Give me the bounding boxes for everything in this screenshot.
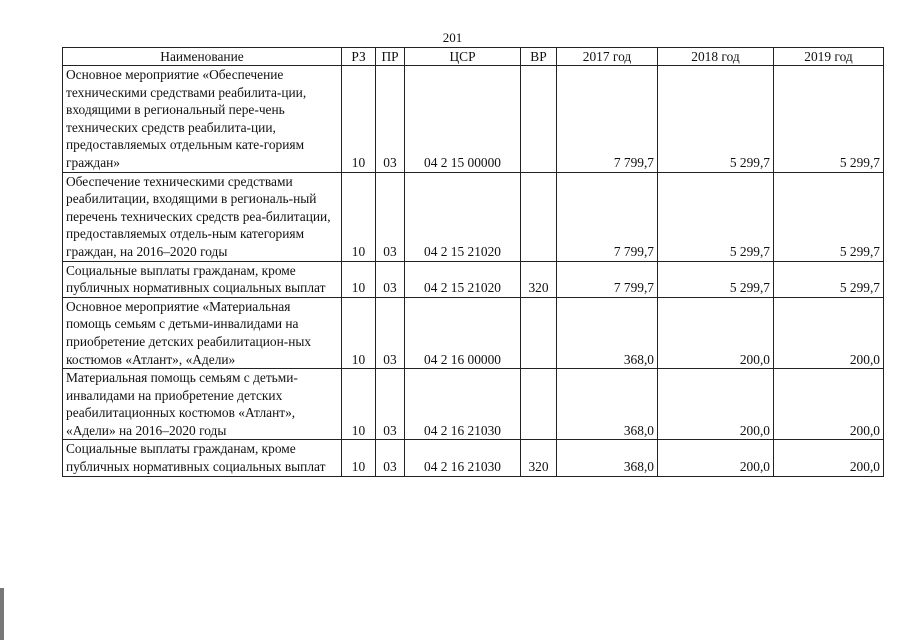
- row-2017: 368,0: [557, 440, 658, 476]
- header-2018: 2018 год: [658, 48, 774, 66]
- row-2017: 7 799,7: [557, 172, 658, 261]
- row-pr: 03: [376, 440, 405, 476]
- row-vr: [521, 66, 557, 173]
- row-pr: 03: [376, 297, 405, 368]
- row-pr: 03: [376, 369, 405, 440]
- row-name: Социальные выплаты гражданам, кроме публичных нормативных социальных выплат: [63, 440, 342, 476]
- header-name: Наименование: [63, 48, 342, 66]
- table-row: [63, 297, 884, 368]
- row-vr: [521, 297, 557, 368]
- row-2017: 368,0: [557, 369, 658, 440]
- row-2019: 200,0: [774, 297, 884, 368]
- table-row: [63, 261, 884, 297]
- row-2018: 200,0: [658, 297, 774, 368]
- header-pr: ПР: [376, 48, 405, 66]
- header-row: [63, 48, 884, 66]
- row-2019: 200,0: [774, 440, 884, 476]
- row-csr: 04 2 16 21030: [405, 369, 521, 440]
- row-name: Материальная помощь семьям с детьми-инвалидами на приобретение детских реабилитационных костюмов «Атлант», «Адели» на 2016–2020 годы: [63, 369, 342, 440]
- row-rz: 10: [342, 369, 376, 440]
- row-2018: 5 299,7: [658, 66, 774, 173]
- header-rz: РЗ: [342, 48, 376, 66]
- row-name: Основное мероприятие «Обеспечение техническими средствами реабилита-ции, входящими в региональный пере-чень технических средств реабилита-ции, предоставляемых отдельным кате-гориям граждан»: [63, 66, 342, 173]
- row-csr: 04 2 16 21030: [405, 440, 521, 476]
- row-2018: 200,0: [658, 369, 774, 440]
- row-name: Основное мероприятие «Материальная помощь семьям с детьми-инвалидами на приобретение детских реабилитацион-ных костюмов «Атлант», «Адели»: [63, 297, 342, 368]
- row-rz: 10: [342, 172, 376, 261]
- scan-edge-mark: [0, 588, 4, 640]
- row-2018: 5 299,7: [658, 261, 774, 297]
- row-name: Обеспечение техническими средствами реабилитации, входящими в региональ-ный перечень технических средств реа-билитации, предоставляемых отдель-ным категориям граждан, на 2016–2020 годы: [63, 172, 342, 261]
- row-pr: 03: [376, 172, 405, 261]
- row-rz: 10: [342, 297, 376, 368]
- row-2019: 200,0: [774, 369, 884, 440]
- row-2017: 7 799,7: [557, 261, 658, 297]
- header-2017: 2017 год: [557, 48, 658, 66]
- row-vr: [521, 172, 557, 261]
- table-row: [63, 172, 884, 261]
- header-vr: ВР: [521, 48, 557, 66]
- row-2019: 5 299,7: [774, 261, 884, 297]
- row-2019: 5 299,7: [774, 172, 884, 261]
- row-rz: 10: [342, 440, 376, 476]
- row-pr: 03: [376, 66, 405, 173]
- row-vr: [521, 369, 557, 440]
- row-2018: 5 299,7: [658, 172, 774, 261]
- row-csr: 04 2 15 21020: [405, 172, 521, 261]
- row-name: Социальные выплаты гражданам, кроме публичных нормативных социальных выплат: [63, 261, 342, 297]
- table-row: [63, 66, 884, 173]
- budget-table: [62, 47, 884, 477]
- row-2019: 5 299,7: [774, 66, 884, 173]
- row-rz: 10: [342, 261, 376, 297]
- row-2017: 7 799,7: [557, 66, 658, 173]
- header-csr: ЦСР: [405, 48, 521, 66]
- row-rz: 10: [342, 66, 376, 173]
- header-2019: 2019 год: [774, 48, 884, 66]
- row-vr: 320: [521, 440, 557, 476]
- row-vr: 320: [521, 261, 557, 297]
- row-2017: 368,0: [557, 297, 658, 368]
- table-row: [63, 369, 884, 440]
- row-csr: 04 2 16 00000: [405, 297, 521, 368]
- page-number: 201: [442, 30, 463, 45]
- row-csr: 04 2 15 21020: [405, 261, 521, 297]
- row-2018: 200,0: [658, 440, 774, 476]
- row-csr: 04 2 15 00000: [405, 66, 521, 173]
- table-row: [63, 440, 884, 476]
- row-pr: 03: [376, 261, 405, 297]
